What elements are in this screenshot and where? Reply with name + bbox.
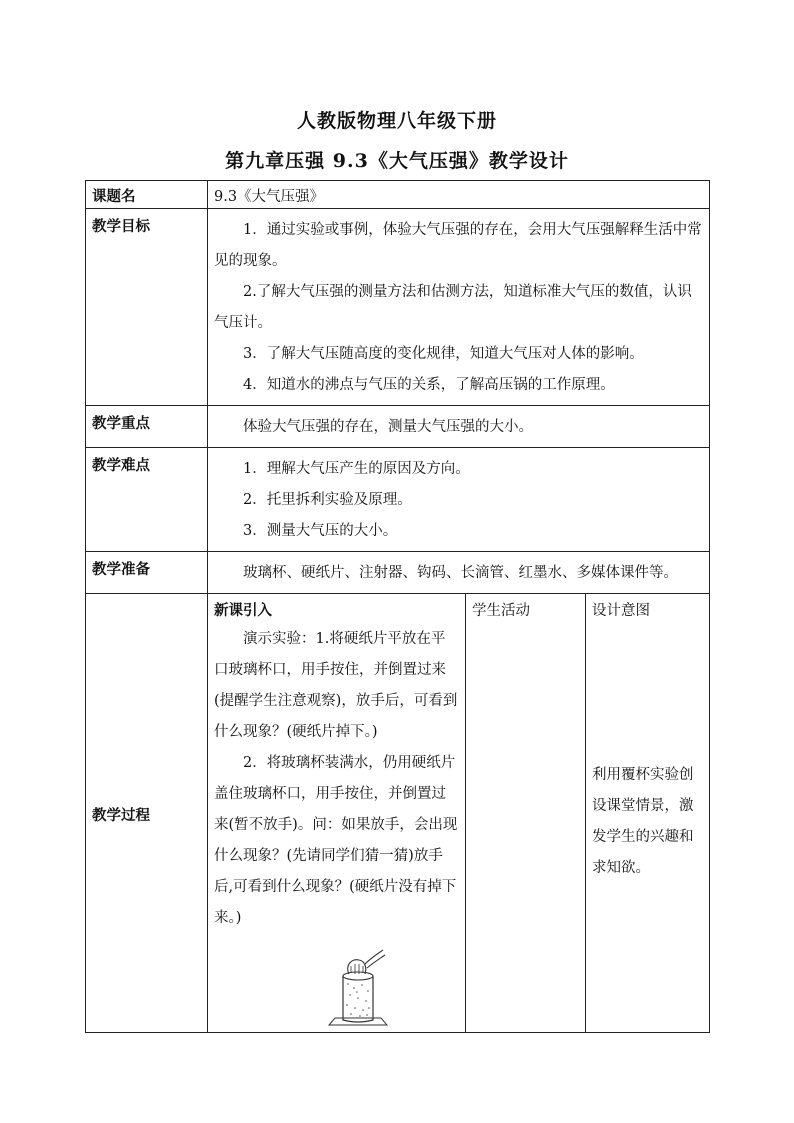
preparation-text: 玻璃杯、硬纸片、注射器、钩码、长滴管、红墨水、多媒体课件等。 xyxy=(243,565,678,581)
student-activity-cell xyxy=(466,594,586,1033)
difficulty-item: 1．理解大气压产生的原因及方向。 xyxy=(243,461,470,477)
row-topic xyxy=(86,181,710,209)
topic-value: 9.3《大气压强》 xyxy=(208,181,710,209)
process-content xyxy=(208,594,466,1033)
row-key-points xyxy=(86,406,710,448)
process-paragraph: 2．将玻璃杯装满水，仍用硬纸片盖住玻璃杯口，用手按住，并倒置过来(暂不放手)。问：如果放手，会出现什么现象？(先请同学们猜一猜)放手后,可看到什么现象？(硬纸片没有掉下来。) xyxy=(214,755,458,926)
design-intent-cell xyxy=(586,594,710,1033)
section-title: 新课引入 xyxy=(214,602,272,619)
row-difficulties xyxy=(86,448,710,552)
goal-item: 2.了解大气压强的测量方法和估测方法，知道标准大气压的数值，认识气压计。 xyxy=(214,284,692,331)
preparation-label: 教学准备 xyxy=(86,552,208,594)
row-goals xyxy=(86,209,710,406)
document-title: 人教版物理八年级下册 xyxy=(296,110,497,132)
difficulties-content xyxy=(208,448,710,552)
row-preparation xyxy=(86,552,710,594)
process-paragraph: 演示实验：1.将硬纸片平放在平口玻璃杯口，用手按住，并倒置过来(提醒学生注意观察)，放手后，可看到什么现象？(硬纸片掉下。) xyxy=(214,631,458,740)
lesson-plan-table xyxy=(85,180,710,1033)
preparation-content xyxy=(208,552,710,594)
difficulties-label: 教学难点 xyxy=(86,448,208,552)
cup-experiment-illustration xyxy=(327,948,393,1028)
row-process xyxy=(86,594,710,1033)
goal-item: 3．了解大气压随高度的变化规律，知道大气压对人体的影响。 xyxy=(243,346,644,362)
goals-content xyxy=(208,209,710,406)
key-points-label: 教学重点 xyxy=(86,406,208,448)
goal-item: 4．知道水的沸点与气压的关系，了解高压锅的工作原理。 xyxy=(243,377,615,393)
document-subtitle: 第九章压强 9.3《大气压强》教学设计 xyxy=(225,150,569,172)
design-intent-text: 利用覆杯实验创设课堂情景，激发学生的兴趣和求知欲。 xyxy=(592,767,694,876)
difficulty-item: 3．测量大气压的大小。 xyxy=(243,523,398,539)
key-points-text: 体验大气压强的存在，测量大气压强的大小。 xyxy=(243,419,533,435)
topic-label: 课题名 xyxy=(86,181,208,209)
design-intent-header: 设计意图 xyxy=(592,603,650,619)
goals-label: 教学目标 xyxy=(86,209,208,406)
difficulty-item: 2．托里拆利实验及原理。 xyxy=(243,492,412,508)
goal-item: 1．通过实验或事例，体验大气压强的存在，会用大气压强解释生活中常见的现象。 xyxy=(214,222,702,269)
student-activity-header: 学生活动 xyxy=(472,603,530,619)
process-label: 教学过程 xyxy=(86,594,208,1033)
key-points-content xyxy=(208,406,710,448)
